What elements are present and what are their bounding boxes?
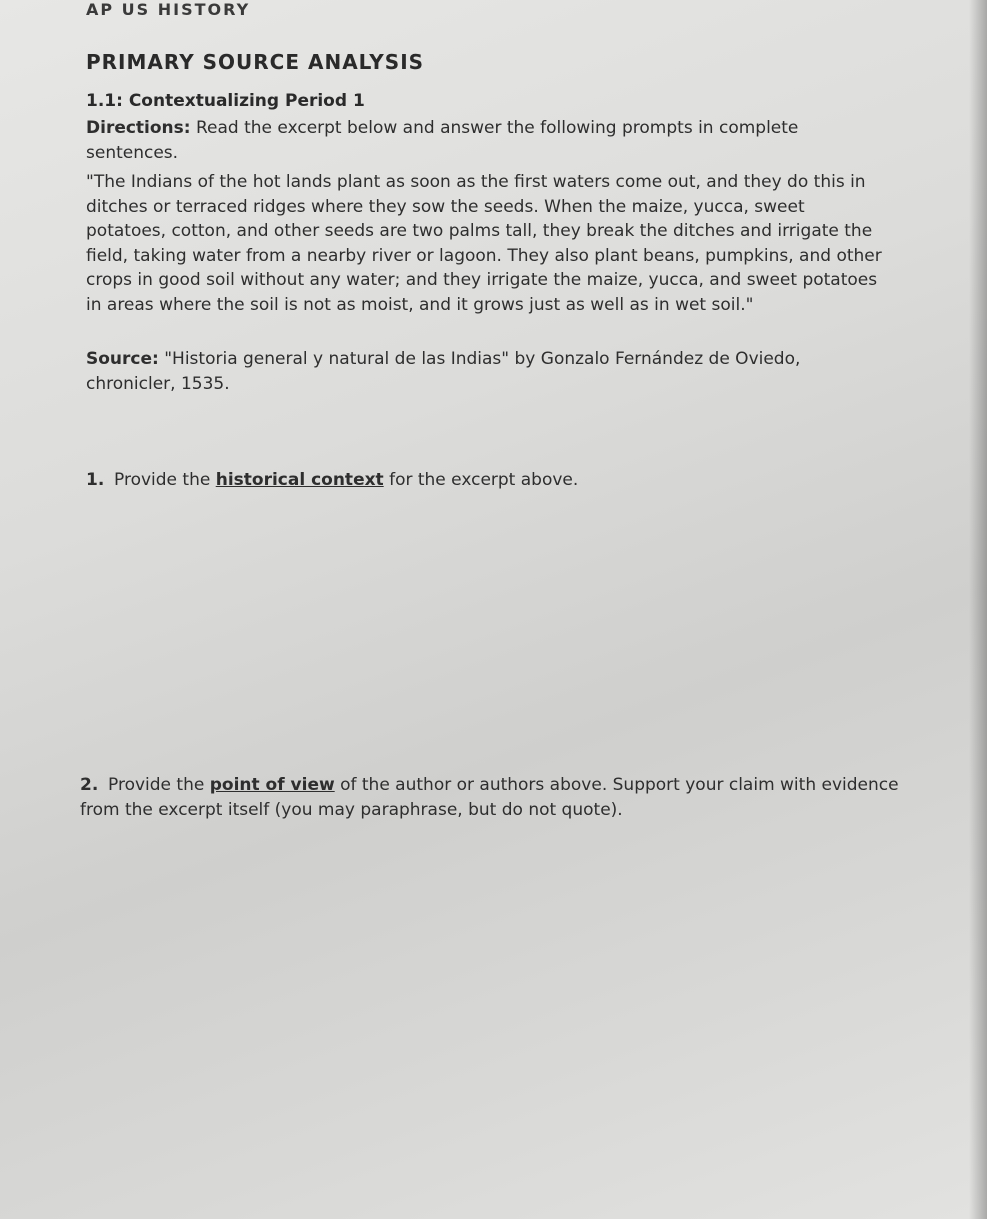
directions-paragraph [86, 116, 886, 165]
question-1-text-before: Provide the [114, 470, 216, 490]
question-1-emphasis: historical context [215, 470, 384, 490]
question-2-text-before: Provide the [108, 775, 210, 795]
question-1-text-after: for the excerpt above. [383, 470, 579, 490]
source-text: "Historia general y natural de las Indias" by Gonzalo Fernández de Oviedo, chronicler, 1535. [86, 349, 801, 394]
excerpt-paragraph: "The Indians of the hot lands plant as soon as the first waters come out, and they do this in ditches or terraced ridges where they sow the seeds. When the maize, yucca, sweet potatoes, cotton, and other seeds are two palms tall, they break the ditches and irrigate the field, taking water from a nearby river or lagoon. They also plant beans, pumpkins, and other crops in good soil without any water; and they irrigate the maize, yucca, and sweet potatoes in areas where the soil is not as moist, and it grows just as well as in wet soil." [86, 172, 882, 315]
question-1-number: 1. [86, 470, 105, 490]
page-edge-shadow [969, 0, 987, 1219]
source-paragraph [86, 347, 886, 396]
question-2 [80, 773, 940, 823]
source-label: Source: [86, 349, 159, 369]
course-label: AP US HISTORY [86, 0, 251, 19]
question-1 [86, 468, 886, 493]
question-2-number: 2. [80, 775, 99, 795]
question-2-text-after: of the author or authors above. Support your claim with evidence from the excerpt itself (you may paraphrase, but do not quote). [80, 775, 899, 820]
directions-text: Read the excerpt below and answer the following prompts in complete sentences. [86, 118, 799, 163]
page-subtitle: 1.1: Contextualizing Period 1 [86, 91, 365, 111]
page-title: PRIMARY SOURCE ANALYSIS [86, 50, 425, 74]
directions-label: Directions: [86, 118, 191, 138]
question-2-emphasis: point of view [209, 775, 335, 795]
